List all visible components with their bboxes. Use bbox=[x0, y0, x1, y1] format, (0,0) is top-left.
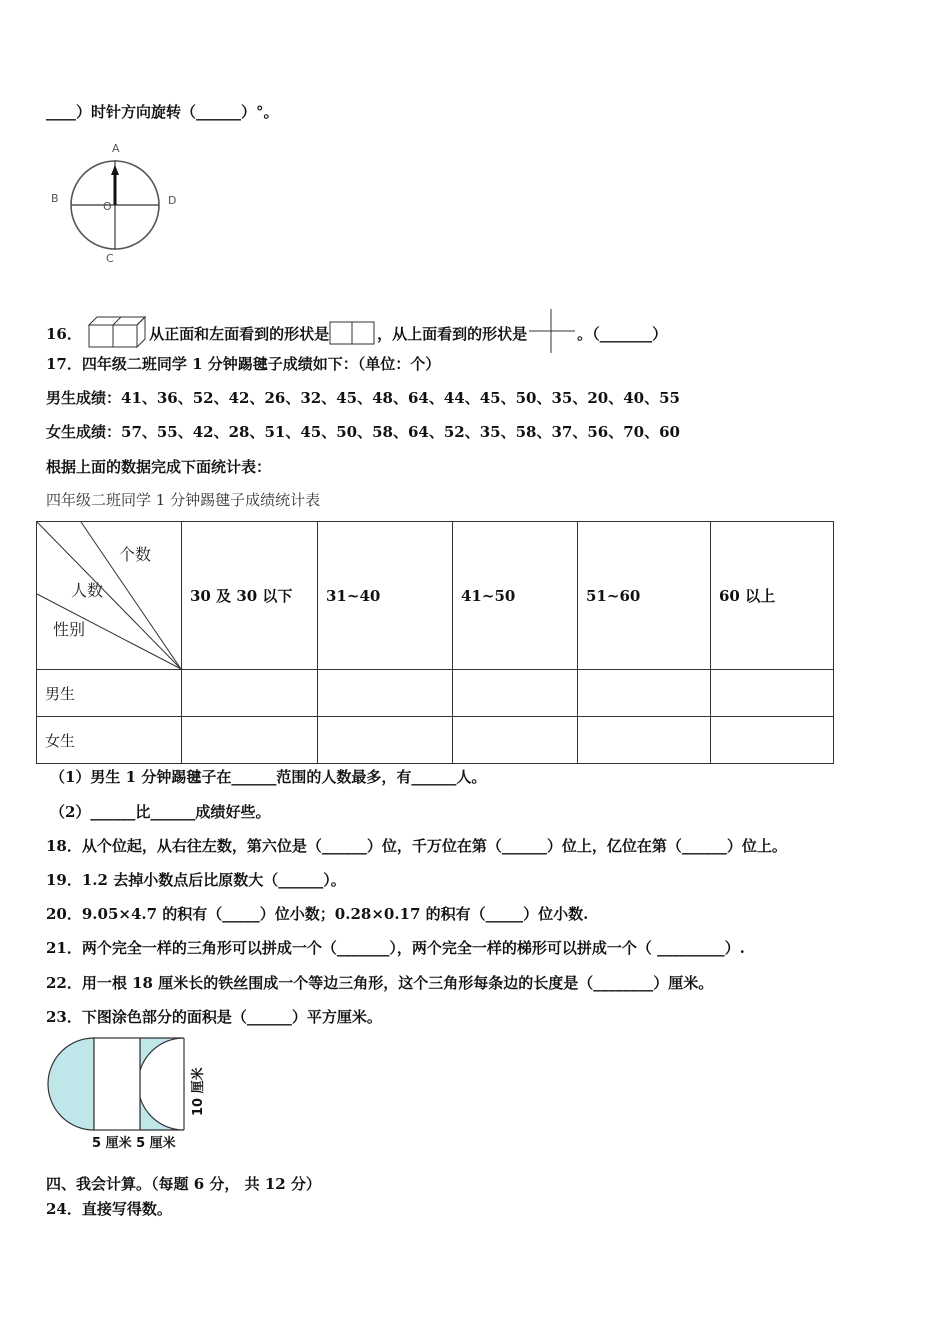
q16-text-1: 从正面和左面看到的形状是 bbox=[149, 325, 330, 343]
front-view-figure bbox=[329, 321, 377, 347]
q17-instruction: 根据上面的数据完成下面统计表： bbox=[46, 458, 272, 476]
cell-empty[interactable] bbox=[318, 717, 453, 764]
cube-stack-figure bbox=[87, 315, 149, 349]
top-view-figure bbox=[527, 307, 577, 355]
cell-empty[interactable] bbox=[578, 717, 711, 764]
row-label-boys: 男生 bbox=[37, 670, 182, 717]
label-c: C bbox=[106, 252, 114, 265]
q17-boys-scores: 男生成绩：41、36、52、42、26、32、45、48、64、44、45、50、35、20、40、55 bbox=[46, 389, 680, 407]
cell-empty[interactable] bbox=[182, 670, 318, 717]
compass-figure bbox=[40, 138, 190, 268]
pointer-arrowhead bbox=[111, 165, 119, 175]
cell-empty[interactable] bbox=[453, 670, 578, 717]
label-o: O bbox=[103, 200, 112, 213]
header-30-and-below: 30 及 30 以下 bbox=[182, 522, 318, 670]
header-60-above: 60 以上 bbox=[711, 522, 834, 670]
right-shaded-region bbox=[138, 1038, 184, 1130]
cell-empty[interactable] bbox=[711, 717, 834, 764]
table-title: 四年级二班同学 1 分钟踢毽子成绩统计表 bbox=[46, 491, 321, 509]
q18: 18．从个位起，从右往左数，第六位是（______）位，千万位在第（______）位上，亿位在第（______）位上。 bbox=[46, 837, 787, 855]
stats-table bbox=[36, 521, 834, 764]
cell-empty[interactable] bbox=[318, 670, 453, 717]
q17-sub2: （2）______比______成绩好些。 bbox=[50, 803, 271, 821]
header-31-40: 31~40 bbox=[318, 522, 453, 670]
q17-title: 17．四年级二班同学 1 分钟踢毽子成绩如下：（单位：个） bbox=[46, 355, 441, 373]
label-d: D bbox=[168, 194, 177, 207]
header-51-60: 51~60 bbox=[578, 522, 711, 670]
label-side: 10 厘米 bbox=[191, 1067, 206, 1116]
header-41-50: 41~50 bbox=[453, 522, 578, 670]
cell-empty[interactable] bbox=[578, 670, 711, 717]
left-shaded-semicircle bbox=[48, 1038, 94, 1130]
table-row-girls bbox=[37, 717, 834, 764]
q22: 22．用一根 18 厘米长的铁丝围成一个等边三角形，这个三角形每条边的长度是（________）厘米。 bbox=[46, 974, 714, 992]
middle-white-rect bbox=[94, 1038, 140, 1130]
corner-label-count: 个数 bbox=[119, 545, 152, 564]
q20: 20．9.05×4.7 的积有（_____）位小数；0.28×0.17 的积有（_____）位小数. bbox=[46, 905, 589, 923]
q21: 21．两个完全一样的三角形可以拼成一个（_______），两个完全一样的梯形可以拼成一个（ _________）. bbox=[46, 939, 745, 957]
q16-text-3: 。（_______） bbox=[577, 325, 668, 343]
q16-line bbox=[46, 307, 667, 355]
cell-empty[interactable] bbox=[182, 717, 318, 764]
q24: 24．直接写得数。 bbox=[46, 1200, 172, 1218]
section-4-heading: 四、我会计算。（每题 6 分， 共 12 分） bbox=[46, 1175, 321, 1193]
row-label-girls: 女生 bbox=[37, 717, 182, 764]
q17-girls-scores: 女生成绩：57、55、42、28、51、45、50、58、64、52、35、58、37、56、70、60 bbox=[46, 423, 680, 441]
label-bottom: 5 厘米 5 厘米 bbox=[92, 1136, 176, 1151]
q19: 19．1.2 去掉小数点后比原数大（______）。 bbox=[46, 871, 346, 889]
cell-empty[interactable] bbox=[711, 670, 834, 717]
corner-label-people: 人数 bbox=[71, 581, 104, 600]
q16-text-2: ，从上面看到的形状是 bbox=[377, 325, 528, 343]
q15-text: ____）时针方向旋转（______）°。 bbox=[46, 103, 279, 121]
label-a: A bbox=[112, 142, 120, 155]
q23-text: 23．下图涂色部分的面积是（______）平方厘米。 bbox=[46, 1008, 382, 1026]
shaded-area-figure bbox=[40, 1034, 220, 1154]
corner-label-gender: 性别 bbox=[53, 620, 86, 639]
q16-number: 16． bbox=[46, 325, 82, 343]
label-b: B bbox=[51, 192, 59, 205]
cell-empty[interactable] bbox=[453, 717, 578, 764]
q17-sub1: （1）男生 1 分钟踢毽子在______范围的人数最多，有______人。 bbox=[50, 768, 487, 786]
table-corner-cell bbox=[37, 522, 182, 670]
table-row-boys bbox=[37, 670, 834, 717]
